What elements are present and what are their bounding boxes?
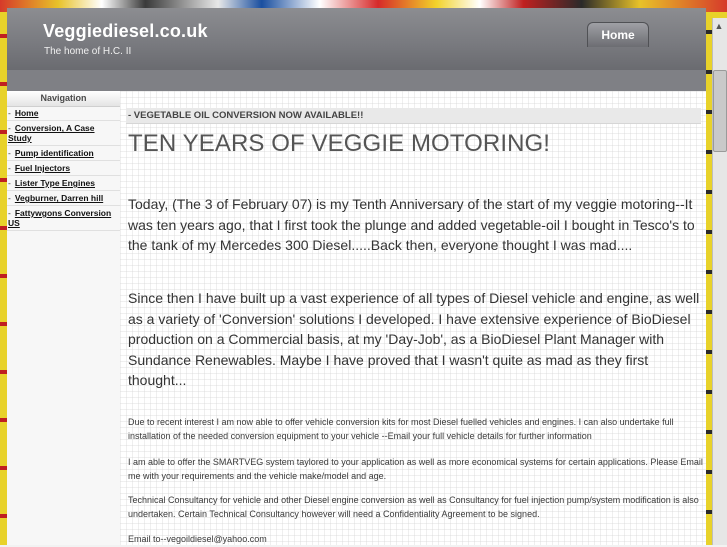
site-title[interactable]: Veggiediesel.co.uk: [43, 21, 208, 41]
sidebar: [7, 91, 121, 545]
experience-paragraph: Since then I have built up a vast experience of all types of Diesel vehicle and engine, as well as a variety of 'Conversion' solutions I developed. I have extensive experience of BioDiesel production on a Commercial basis, at my 'Day-Job', as a BioDiesel Plant Manager with Sundance Renewables. Maybe I have proved that I wasn't quite as mad as they first thought...: [128, 290, 700, 388]
announcement-banner: - VEGETABLE OIL CONVERSION NOW AVAILABLE!!: [126, 108, 701, 124]
left-decorative-ribbon: [0, 12, 7, 545]
sidebar-item-fuel-injectors[interactable]: - Fuel Injectors: [7, 161, 120, 176]
sidebar-item-label[interactable]: Lister Type Engines: [14, 178, 95, 188]
sidebar-item-label[interactable]: Fuel Injectors: [14, 163, 71, 173]
sidebar-item-conversion-case-study[interactable]: - Conversion, A Case Study: [7, 121, 120, 146]
sidebar-item-pump-identification[interactable]: - Pump identification: [7, 146, 120, 161]
smartveg-paragraph: I am able to offer the SMARTVEG system taylored to your application as well as more economical systems for certain applications. Please Email me with your requirements and the vehicle make/model and age.: [128, 457, 703, 481]
sidebar-nav-list: [7, 106, 120, 231]
site-header: [7, 8, 706, 71]
email-contact-line[interactable]: Email to--vegoildiesel@yahoo.com: [128, 534, 267, 544]
main-content: [120, 91, 706, 545]
sidebar-item-label[interactable]: Fattywgons Conversion US: [8, 208, 112, 228]
sidebar-item-home[interactable]: - Home: [7, 106, 120, 121]
sidebar-item-label[interactable]: Conversion, A Case Study: [8, 123, 95, 143]
consultancy-paragraph: Technical Consultancy for vehicle and other Diesel engine conversion as well as Consultancy for fuel injection pump/system modification is also undertaken. Certain Technical Consultancy however will need a Confidentiality Agreement to be signed.: [128, 495, 699, 519]
scrollbar-thumb[interactable]: [713, 70, 727, 152]
sidebar-item-label[interactable]: Home: [14, 108, 39, 118]
sidebar-item-lister-type-engines[interactable]: - Lister Type Engines: [7, 176, 120, 191]
conversion-kits-paragraph: Due to recent interest I am now able to offer vehicle conversion kits for most Diesel fuelled vehicles and engines. I can also undertake full installation of the needed conversion equipment to your vehicle --Email your full vehicle details for further information: [128, 417, 674, 441]
sidebar-item-label[interactable]: Vegburner, Darren hill: [14, 193, 104, 203]
page-headline: TEN YEARS OF VEGGIE MOTORING!: [128, 130, 551, 157]
sidebar-item-fattywgons[interactable]: - Fattywgons Conversion US: [7, 206, 120, 231]
site-subtitle: The home of H.C. II: [44, 46, 132, 57]
sidebar-item-vegburner[interactable]: - Vegburner, Darren hill: [7, 191, 120, 206]
intro-paragraph: Today, (The 3 of February 07) is my Tenth Anniversary of the start of my veggie motoring--It was ten years ago, that I first took the plunge and added vegetable-oil I bought in Tesco's to the tank of my Mercedes 300 Diesel.....Back then, everyone thought I was mad....: [128, 196, 695, 253]
nav-tab-home[interactable]: Home: [587, 22, 649, 47]
header-bottom-bar: [7, 70, 706, 91]
sidebar-item-label[interactable]: Pump identification: [14, 148, 94, 158]
sidebar-heading: Navigation: [7, 91, 120, 107]
scroll-up-arrow-icon[interactable]: ▲: [714, 21, 724, 31]
